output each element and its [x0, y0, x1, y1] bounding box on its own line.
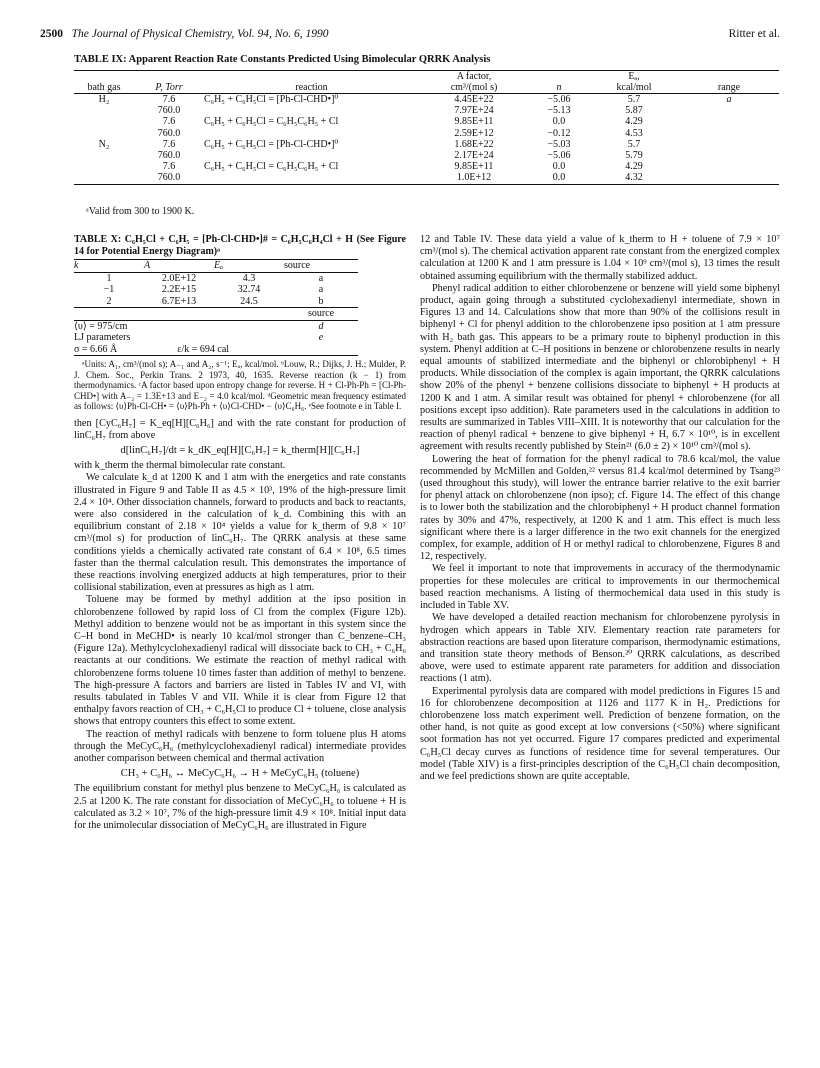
- table10-head-a: A: [144, 260, 214, 273]
- table9-cell-n: 0.0: [552, 116, 566, 128]
- table9-cell-p: 7.6: [162, 138, 176, 150]
- table9-row: [74, 161, 779, 172]
- table10-row: [74, 284, 358, 296]
- table9-head-ea: Eₐ,: [589, 71, 679, 83]
- table10-cell-k: 2: [106, 295, 112, 307]
- page-header: [40, 28, 780, 44]
- table10-cell-e: 32.74: [237, 284, 261, 295]
- table9-row: [74, 172, 779, 184]
- table9-row: [74, 94, 779, 106]
- table9-cell-n: −5.13: [547, 105, 571, 117]
- table10-cell-a: 2.0E+12: [161, 272, 197, 284]
- table10-cell-a: 2.2E+15: [161, 284, 197, 295]
- table9-cell-bath: N₂: [98, 138, 110, 150]
- table9-head-a: A factor,: [419, 71, 529, 83]
- table9-cell-ea: 4.29: [625, 161, 643, 173]
- table9-cell-ea: 5.87: [625, 105, 643, 117]
- table9-cell-ea: 5.79: [625, 150, 643, 162]
- table9-cell-p: 760.0: [157, 150, 181, 162]
- table9: [74, 70, 779, 185]
- table10-head-k: k: [74, 260, 144, 273]
- right-paragraph-3: Lowering the heat of formation for the phenyl radical to 78.6 kcal/mol, the value recommended by McMillen and Golden,²² versus 81.4 kcal/mol determined by Tsang²³ (used throughout this study), will lower the entrance barrier relative to the exit barrier for phenyl attack on chlorobenzene (non ipso); cf. Figure 14. The effect of this change is to lower both the stabilization and the chlorobiphenyl + H product channel formation rates by 30% and 47%, respectively, at 1200 K and 1 atm. This effect is much less significant where there is a larger difference in the two exit channels for the energized complex, for example, addition of H or methyl radical to chlorobenzene, Figures 8 and 12, respectively.: [420, 453, 780, 563]
- left-paragraph-3: We calculate k_d at 1200 K and 1 atm with the energetics and rate constants illustrated in Figure 9 and Table II as 4.5 × 10³, 19% of the high-pressure limit 2.4 × 10⁴. Other dissociation channels, forward to products and back to reactants, were also considered in the calculation of k_d. Combining this with an equilibrium constant of 2.18 × 10⁴ yields a value for k_therm of 9.8 × 10⁷ cm³/(mol s) for production of linC₆H₇. The QRRK analysis at these same conditions yields a chemically activated rate constant of 6.4 × 10⁸, 6.5 times faster than the thermal calculation result. This demonstrates the importance of these reactions involving energized adducts at high temperatures, prior to their collisional stabilization, even at pressures as high as 1 atm.: [74, 472, 406, 594]
- table10-head-source: source: [284, 260, 358, 273]
- param-eps: ε/k = 694 cal: [177, 343, 230, 355]
- table9-cell-ea: 5.7: [627, 94, 641, 105]
- table9-head-a-units: cm³/(mol s): [419, 82, 529, 94]
- table9-cell-bath: [74, 105, 134, 116]
- table9-cell-a: 2.17E+24: [454, 150, 494, 162]
- equation-1: d[linC₆H₇]/dt = k_dK_eq[H][C₆H₇] = k_therm[H][C₆H₇]: [120, 444, 360, 456]
- table9-cell-bath: [74, 172, 134, 184]
- table9-cell-bath: H₂: [98, 94, 110, 105]
- table9-cell-range: [679, 150, 779, 161]
- table9-cell-n: −5.06: [547, 94, 571, 105]
- table9-cell-range: [679, 161, 779, 172]
- table9-cell-reaction: C₆H₅ + C₆H₅Cl = C₆H₅C₆H₅ + Cl: [204, 161, 339, 173]
- table9-cell-reaction: [204, 128, 419, 139]
- table9-row: [74, 116, 779, 127]
- table9-cell-bath: [74, 116, 134, 127]
- table9-cell-range: [679, 128, 779, 139]
- equation-2: CH₃ + C₆H₆ ↔ MeCyC₆H₆ → H + MeCyC₆H₅ (toluene): [120, 768, 360, 780]
- table9-cell-reaction: [204, 105, 419, 116]
- table10-footnote: ᵃUnits: A₁, cm³/(mol s); A₋₁ and A₂, s⁻¹; Eₐ, kcal/mol. ᵇLouw, R.; Dijks, J. H.; Mulder, P. J. Chem. Soc., Perkin Trans. 2 1973, 40, 1635. Reverse reaction (k − 1) from thermodynamics. ᶜA factor based upon entropy change for reverse. H + Cl-Ph-Ph = [Cl-Ph-CHD•] with A₋₂ = 1.3E+13 and E₋₂ = 4.0 kcal/mol. ᵈGeometric mean frequency estimated as follows: ⟨υ⟩Ph-Cl-CH• = ⟨υ⟩Ph-Ph + ⟨υ⟩Cl-CHD• − ⟨υ⟩C₆H₆. ᵉSee footnote e in Table I.: [74, 359, 406, 411]
- table9-cell-ea: 4.32: [589, 172, 679, 184]
- table10-cell-source: b: [318, 295, 324, 307]
- table9-cell-a: 9.85E+11: [454, 161, 494, 173]
- right-paragraph-1: 12 and Table IV. These data yield a value of k_therm to H + toluene of 7.9 × 10⁷ cm³/(mol s). The chemical activation apparent rate constant from the energized complex calculation at 1200 K and 1 atm pressure is 1.04 × 10⁹ cm³/(mol s), 13 times the result obtained assuming equilibrium with the thermally stabilized adduct.: [420, 234, 780, 282]
- table9-row: [74, 128, 779, 139]
- table9-head-range: range: [679, 82, 779, 94]
- table9-cell-ea: 5.7: [627, 138, 641, 150]
- table9-cell-n: −0.12: [547, 127, 571, 139]
- table9-cell-n: 0.0: [529, 172, 589, 184]
- param-lj: LJ parameters: [74, 332, 131, 343]
- table9-cell-n: −5.03: [547, 138, 571, 150]
- right-paragraph-2: Phenyl radical addition to either chlorobenzene or benzene will yield some biphenyl product, again going through a substituted cyclohexadienyl intermediate, shown in Figures 13 and 14. Calculations show that more than 90% of the collisions result in biphenyl + Cl for phenyl addition to the chlorobenzene ipso position at 1 atm pressure with H₂ bath gas. This appears to be a primary route to biphenyl production in this system. Phenyl addition at C–H positions in benzene or chlorobenzene results in nearly equal amounts of stabilized intermediate and the biphenyl or chlorobiphenyl + H products. While dissociation of the complex is again important, the QRRK calculations show 20% of the phenyl + benzene collisions dissociate to biphenyl + H products at 1200 K and 1 atm. A similar result was obtained for phenyl + chlorobenzene (for all positions except ipso addition). Rate parameters used in the calculations in addition to results are summarized in Tables VIII–XIII. It is noteworthy that our calculation for the reaction of phenyl radical + benzene to give biphenyl + H, 6.7 × 10¹⁰, is in excellent agreement with results recently published by Stein²¹ (6.0 ± 2) × 10¹⁰ cm³/(mol s).: [420, 282, 780, 453]
- table9-cell-bath: [74, 150, 134, 161]
- table9-cell-range: [679, 116, 779, 127]
- table9-row: [74, 139, 779, 150]
- table9-cell-p: 760.0: [157, 127, 181, 139]
- running-authors: Ritter et al.: [728, 28, 780, 40]
- table9-head-p: P, Torr: [134, 82, 204, 94]
- left-column: [74, 234, 406, 832]
- table9-cell-reaction: C₆H₅ + C₆H₅Cl = [Ph-Cl-CHD•]⁰: [204, 94, 339, 105]
- table9-head-ea-units: kcal/mol: [589, 82, 679, 94]
- table9-cell-n: 0.0: [552, 161, 566, 173]
- table10-cell-e: 24.5: [240, 295, 258, 307]
- right-paragraph-5: We have developed a detailed reaction mechanism for chlorobenzene pyrolysis in hydrogen which appears in Table XIV. Elementary reaction rate parameters for abstraction reactions are based upon literature comparison, thermodynamic estimations, and transition state theory methods of Benson.²⁰ QRRK calculations, as described above, were used to estimate apparent rate parameters for addition and dissociation reactions (1 atm).: [420, 612, 780, 685]
- right-column: [420, 234, 780, 783]
- left-paragraph-5: The reaction of methyl radicals with benzene to form toluene plus H atoms through the MeCyC₆H₆ (methylcyclohexadienyl radical) intermediate provides another comparison between chemical and thermal activation: [74, 728, 406, 764]
- table9-cell-ea: 4.29: [625, 116, 643, 128]
- table9-cell-range: [679, 105, 779, 116]
- table9-cell-reaction: C₆H₅ + C₆H₅Cl = C₆H₅C₆H₅ + Cl: [204, 116, 339, 128]
- param-freq: ⟨υ⟩ = 975/cm: [74, 320, 128, 332]
- table9-cell-reaction: C₆H₅ + C₆H₅Cl = [Ph-Cl-CHD•]⁰: [204, 138, 339, 150]
- table10-row: [74, 272, 358, 284]
- table10-cell-k: 1: [106, 272, 112, 284]
- table10-row: [74, 296, 358, 308]
- table9-cell-n: −5.06: [547, 150, 571, 162]
- table9-cell-p: 760.0: [157, 105, 181, 117]
- left-paragraph-6: The equilibrium constant for methyl plus benzene to MeCyC₆H₆ is calculated as 2.5 at 1200 K. The rate constant for dissociation of MeCyC₆H₆ to toluene + H is calculated as 3.2 × 10⁷, 7% of the high-pressure limit 4.9 × 10⁸. Initial input data for the unimolecular dissociation of MeCyC₆H₆ are illustrated in Figure: [74, 783, 406, 831]
- table9-cell-a: 4.45E+22: [454, 94, 494, 105]
- table9-cell-range: [679, 172, 779, 184]
- table9-cell-p: 7.6: [162, 161, 176, 173]
- table10-cell-source: a: [318, 272, 324, 284]
- table9-cell-bath: [74, 161, 134, 172]
- table9-head-bath: bath gas: [74, 82, 134, 94]
- table9-cell-a: 9.85E+11: [454, 116, 494, 128]
- table9-cell-a: 1.0E+12: [419, 172, 529, 184]
- table9-cell-reaction: [204, 172, 419, 184]
- table9-head-n: n: [529, 82, 589, 94]
- table9-cell-a: 2.59E+12: [454, 127, 494, 139]
- table9-cell-p: 760.0: [134, 172, 204, 184]
- page-number: 2500: [40, 28, 63, 40]
- right-paragraph-4: We feel it important to note that improvements in accuracy of the thermodynamic properties for these molecules are critical to improvements in our thermochemical based reaction mechanisms. A listing of thermochemical data used in this study is included in Table XV.: [420, 563, 780, 612]
- table9-head-reaction: reaction: [204, 82, 419, 94]
- table9-cell-p: 7.6: [162, 116, 176, 128]
- table10-cell-source: a: [318, 284, 324, 295]
- table10-cell-k: −1: [103, 284, 115, 295]
- table9-cell-ea: 4.53: [625, 127, 643, 139]
- table9-row: [74, 105, 779, 116]
- table9-caption: TABLE IX: Apparent Reaction Rate Constants Predicted Using Bimolecular QRRK Analysis: [74, 54, 491, 65]
- left-paragraph-2: with k_therm the thermal bimolecular rate constant.: [74, 460, 286, 472]
- param-sigma: σ = 6.66 Å: [74, 343, 118, 355]
- table10-caption: TABLE X: C₆H₅Cl + C₆H₅ = [Ph-Cl-CHD•]# = C₆H₅C₆H₄Cl + H (See Figure 14 for Potential Energy Diagram)ᵃ: [74, 234, 406, 257]
- table9-cell-a: 1.68E+22: [454, 138, 494, 150]
- table9-cell-range: a: [726, 94, 732, 105]
- table10-source-label: source: [307, 308, 335, 319]
- journal-title: The Journal of Physical Chemistry, Vol. 94, No. 6, 1990: [71, 28, 329, 40]
- left-paragraph-4: Toluene may be formed by methyl addition at the ipso position in chlorobenzene followed by rapid loss of Cl from the complex (Figure 12b). Methyl addition to benzene would not be as important in this system since the C–H bond in MeCHD• is nearly 10 kcal/mol stronger than C_benzene–CH₃ (Figure 12a). Methylcyclohexadienyl radical will dissociate back to CH₃ + C₆H₆ reactants at our conditions. We estimate the reaction of methyl radical with chlorobenzene forms toluene 10 times faster than addition of methyl to benzene. The high-pressure A factors and barriers are listed in Tables IV and VI, with results tabulated in Tables V and VII. While it is clear from Figure 12 that enthalpy favors reaction of CH₃ + C₆H₅Cl to produce Cl + toluene, close analysis shows that entropy counters this effect to some extent.: [74, 594, 406, 728]
- table10-head-e: Eₐ: [214, 260, 284, 273]
- left-paragraph-1: then [CyC₆H₇] = K_eq[H][C₆H₆] and with the rate constant for production of linC₆H₇ from above: [74, 417, 406, 441]
- table10-params: ⟨υ⟩ = 975/cm d LJ parameters e σ = 6.66 Å ε/k = 694 cal: [74, 321, 358, 357]
- table10: [74, 259, 358, 307]
- table9-cell-a: 7.97E+24: [454, 105, 494, 117]
- table10-cell-a: 6.7E+13: [161, 295, 197, 307]
- table10-cell-e: 4.3: [242, 272, 256, 284]
- right-paragraph-6: Experimental pyrolysis data are compared with model predictions in Figures 15 and 16 for chlorobenzene decomposition at 1126 and 1177 K in H₂. Predictions for chlorobenzene loss match experiment well. Prediction of benzene formation, on the other hand, is not quite as good except at low conversions (<50%) where significant soot formation has not yet occurred. Figure 17 compares predicted and experimental C₆H₅Cl decay curves as functions of residence time for several temperatures. Our model (Table XIV) is a first-principles description of the C₆H₅Cl chain decomposition, and we feel predictions shown are quite acceptable.: [420, 685, 780, 782]
- table9-cell-reaction: [204, 150, 419, 161]
- table9-cell-p: 7.6: [162, 94, 176, 105]
- table9-row: [74, 150, 779, 161]
- table10-source-row: [74, 307, 358, 321]
- table9-cell-bath: [74, 128, 134, 139]
- table9-footnote: ᵃValid from 300 to 1900 K.: [86, 206, 195, 217]
- table9-cell-range: [679, 139, 779, 150]
